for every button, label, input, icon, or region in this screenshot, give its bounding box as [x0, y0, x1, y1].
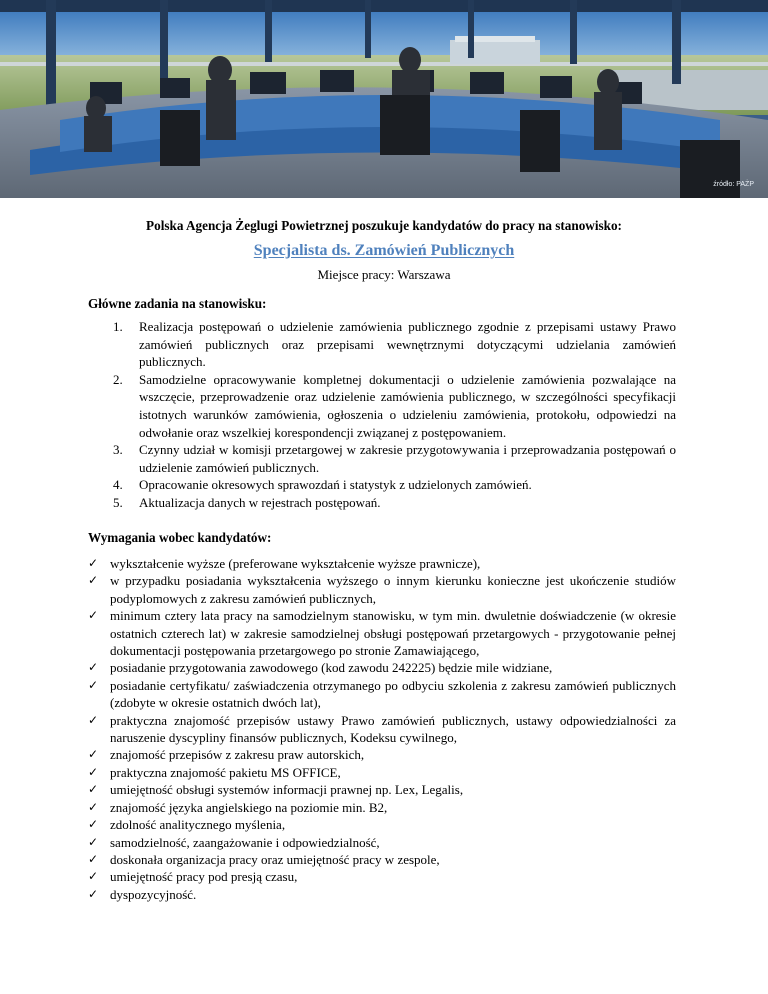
list-number: 2. [113, 371, 123, 387]
requirements-list [88, 555, 676, 903]
checkmark-icon: ✓ [88, 782, 99, 797]
list-item [88, 868, 676, 885]
job-title: Specjalista ds. Zamówień Publicznych [253, 242, 515, 259]
checkmark-icon: ✓ [88, 886, 99, 901]
checkmark-icon: ✓ [88, 712, 99, 727]
list-item-text: Czynny udział w komisji przetargowej w zakresie przygotowywania i przeprowadzania postępowań o udzielenie zamówień publicznych. [139, 442, 676, 475]
list-number: 4. [113, 477, 123, 493]
checkmark-icon: ✓ [88, 556, 99, 570]
list-item-text: Aktualizacja danych w rejestrach postępowań. [139, 494, 381, 510]
checkmark-icon: ✓ [88, 851, 99, 866]
list-item [88, 886, 676, 903]
list-item-text: znajomość języka angielskiego na poziomie min. B2, [110, 799, 388, 815]
list-item [88, 834, 676, 851]
list-item [88, 781, 676, 798]
checkmark-icon: ✓ [88, 799, 99, 814]
list-item-text: praktyczna znajomość przepisów ustawy Prawo zamówień publicznych, ustawy odpowiedzialności za naruszenie dyscypliny finansów publicznych, Kodeksu cywilnego, [110, 712, 676, 746]
list-item-text: Opracowanie okresowych sprawozdań i statystyk z udzielonych zamówień. [139, 477, 532, 493]
list-item [113, 441, 676, 476]
list-item-text: wykształcenie wyższe (preferowane wykształcenie wyższe prawnicze), [110, 556, 481, 571]
checkmark-icon: ✓ [88, 660, 99, 675]
list-item [88, 572, 676, 607]
list-item [88, 677, 676, 712]
list-item-text: praktyczna znajomość pakietu MS OFFICE, [110, 764, 341, 780]
list-item-text: Realizacja postępowań o udzielenie zamówienia publicznego zgodnie z przepisami ustawy Prawo zamówień publicznych oraz przepisami wewnętrznymi dotyczącymi udzielania zamówień publicznych. [139, 319, 676, 370]
list-item-text: umiejętność pracy pod presją czasu, [110, 869, 298, 885]
list-item [113, 476, 676, 494]
list-item [113, 494, 676, 512]
list-item-text: znajomość przepisów z zakresu praw autorskich, [110, 747, 365, 763]
list-item-text: w przypadku posiadania wykształcenia wyższego o innym kierunku konieczne jest ukończenie studiów podyplomowych z zakresu zamówień publicznych, [110, 573, 676, 606]
tasks-list [113, 318, 676, 512]
control-tower-illustration [0, 0, 768, 198]
list-item [88, 659, 676, 676]
requirements-heading: Wymagania wobec kandydatów: [88, 530, 272, 545]
list-item [88, 746, 676, 763]
list-item [113, 371, 676, 441]
lead-text: Polska Agencja Żeglugi Powietrznej poszukuje kandydatów do pracy na stanowisko: [146, 218, 622, 233]
list-item-text: Samodzielne opracowywanie kompletnej dokumentacji o udzielenie zamówienia pozwalające na wszczęcie, przeprowadzenie oraz udzielenie zamówienia publicznego, w szczególności specyfikacji istotnych warunków zamówienia, ogłoszenia o udzieleniu zamówienia, protokołu, odpowiedzi na odwołanie oraz wszelkiej korespondencji związanej z postępowaniem. [139, 371, 676, 440]
job-location: Miejsce pracy: Warszawa [317, 267, 451, 282]
list-item [88, 712, 676, 747]
list-item-text: dyspozycyjność. [110, 886, 197, 902]
tasks-heading: Główne zadania na stanowisku: [88, 296, 267, 311]
checkmark-icon: ✓ [88, 834, 99, 849]
checkmark-icon: ✓ [88, 677, 99, 692]
checkmark-icon: ✓ [88, 573, 99, 588]
list-item-text: posiadanie certyfikatu/ zaświadczenia otrzymanego po odbyciu szkolenia z zakresu zamówień publicznych (zdobyte w okresie ostatnich dwóch lat), [110, 677, 676, 711]
hero-photo [0, 0, 768, 198]
list-item-text: samodzielność, zaangażowanie i odpowiedzialność, [110, 834, 380, 850]
list-number: 5. [113, 494, 123, 510]
list-item-text: umiejętność obsługi systemów informacji prawnej np. Lex, Legalis, [110, 782, 464, 798]
list-item [88, 799, 676, 816]
checkmark-icon: ✓ [88, 764, 99, 779]
list-item [113, 318, 676, 371]
checkmark-icon: ✓ [88, 747, 99, 762]
list-item [88, 764, 676, 781]
list-item-text: zdolność analitycznego myślenia, [110, 817, 286, 833]
list-item [88, 607, 676, 659]
checkmark-icon: ✓ [88, 817, 99, 832]
list-item [88, 816, 676, 833]
list-item-text: minimum cztery lata pracy na samodzielnym stanowisku, w tym min. dwuletnie doświadczenie (w okresie ostatnich czterech lat) w zakresie samodzielnej obsługi postępowań przetargowych - przygotowanie pełnej dokumentacji postępowania przetargowego po stronie Zamawiającego, [110, 608, 676, 659]
list-item-text: posiadanie przygotowania zawodowego (kod zawodu 242225) będzie mile widziane, [110, 660, 553, 676]
list-number: 1. [113, 319, 123, 334]
list-item [88, 851, 676, 868]
list-number: 3. [113, 442, 123, 458]
photo-credit: źródło: PAŻP [713, 181, 754, 188]
checkmark-icon: ✓ [88, 608, 99, 623]
checkmark-icon: ✓ [88, 869, 99, 884]
list-item [88, 555, 676, 572]
list-item-text: doskonała organizacja pracy oraz umiejętność pracy w zespole, [110, 851, 440, 867]
